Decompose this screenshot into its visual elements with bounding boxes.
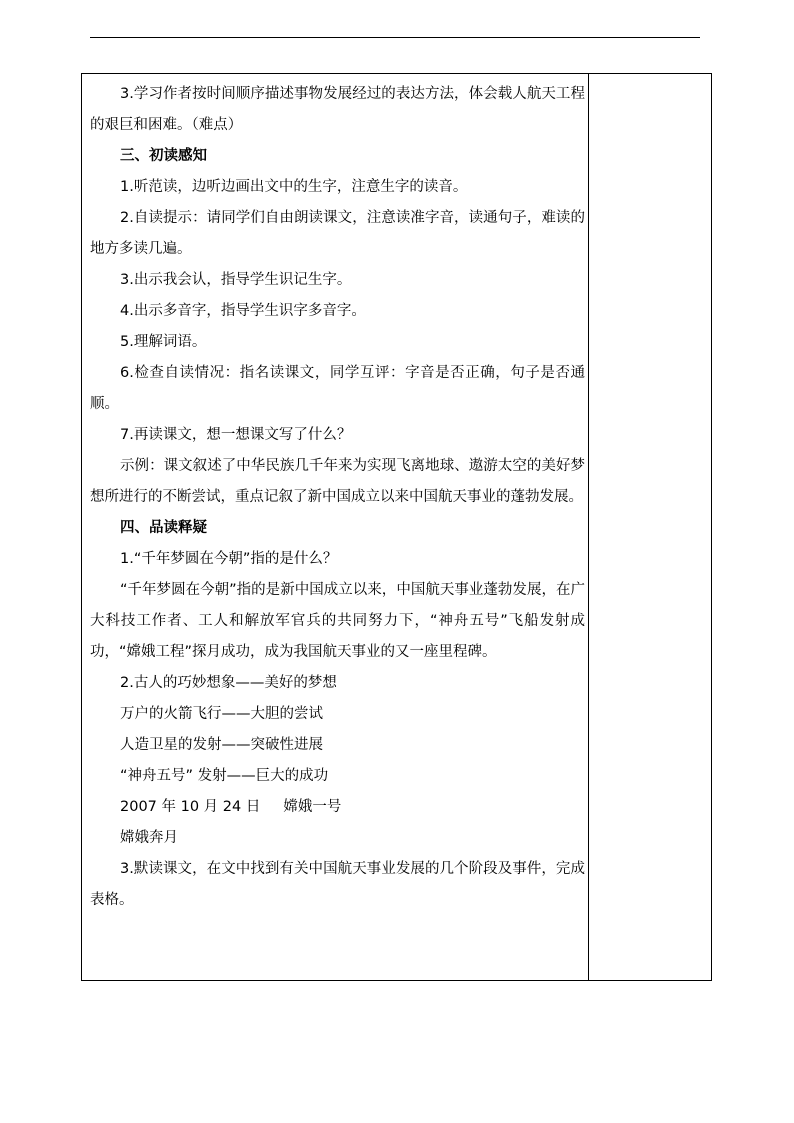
timeline-item: 嫦娥奔月 xyxy=(120,830,178,846)
step-6: 6.检查自读情况：指名读课文，同学互评：字音是否正确，句子是否通顺。 xyxy=(90,365,585,412)
step-2: 2.自读提示：请同学们自由朗读课文，注意读准字音，读通句子，难读的地方多读几遍。 xyxy=(90,210,585,257)
answer-1: “千年梦圆在今朝”指的是新中国成立以来，中国航天事业蓬勃发展，在广大科技工作者、工人和解放军官兵的共同努力下，“神舟五号”飞船发射成功，“嫦娥工程”探月成功，成为我国航天事业的又一座里程碑。 xyxy=(90,582,585,660)
step-7: 7.再读课文，想一想课文写了什么？ xyxy=(120,427,352,443)
step-1: 1.听范读，边听边画出文中的生字，注意生字的读音。 xyxy=(120,179,468,195)
timeline-item: 2.古人的巧妙想象——美好的梦想 xyxy=(120,675,337,691)
section-heading-analysis: 四、品读释疑 xyxy=(120,520,207,536)
step-4: 4.出示多音字，指导学生识字多音字。 xyxy=(120,303,366,319)
section-heading-reading: 三、初读感知 xyxy=(120,148,207,164)
lesson-content-cell xyxy=(90,79,585,916)
timeline-item: “神舟五号” 发射——巨大的成功 xyxy=(120,768,329,784)
question-1: 1.“千年梦圆在今朝”指的是什么？ xyxy=(120,551,338,567)
timeline-item: 2007 年 10 月 24 日 嫦娥一号 xyxy=(120,799,342,815)
question-3: 3.默读课文，在文中找到有关中国航天事业发展的几个阶段及事件，完成表格。 xyxy=(90,861,585,908)
header-rule xyxy=(90,37,700,38)
example-answer: 示例：课文叙述了中华民族几千年来为实现飞离地球、遨游太空的美好梦想所进行的不断尝试，重点记叙了新中国成立以来中国航天事业的蓬勃发展。 xyxy=(90,458,585,505)
lesson-table xyxy=(81,73,712,981)
timeline-item: 人造卫星的发射——突破性进展 xyxy=(120,737,323,753)
timeline-item: 万户的火箭飞行——大胆的尝试 xyxy=(120,706,323,722)
step-3: 3.出示我会认，指导学生识记生字。 xyxy=(120,272,352,288)
objective-3: 3.学习作者按时间顺序描述事物发展经过的表达方法，体会载人航天工程的艰巨和困难。（难点） xyxy=(90,86,585,133)
step-5: 5.理解词语。 xyxy=(120,334,207,350)
notes-cell xyxy=(589,74,711,980)
